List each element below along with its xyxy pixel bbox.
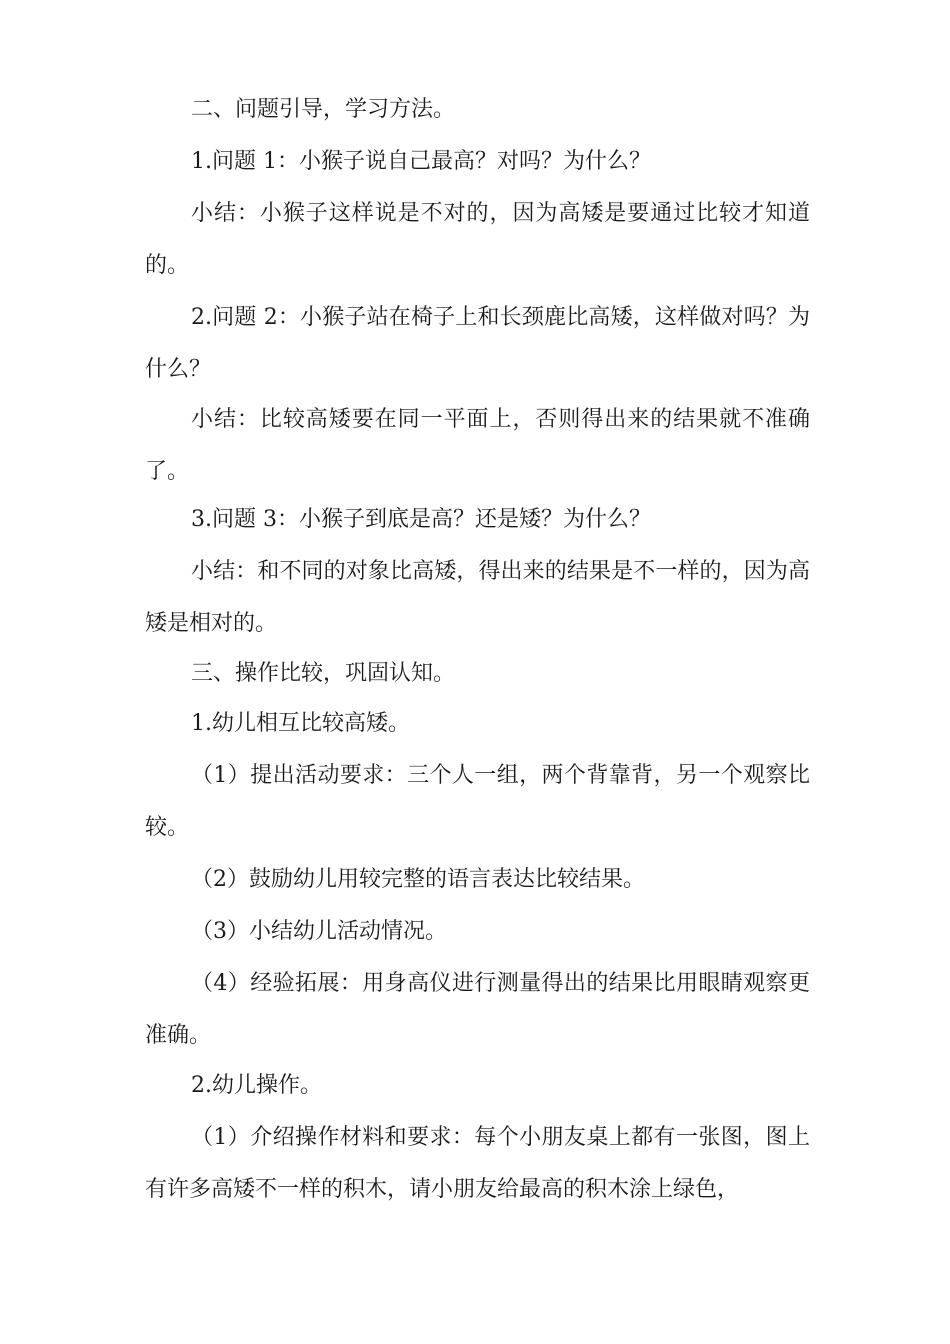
question-3: 3.问题 3：小猴子到底是高？还是矮？为什么？ — [191, 507, 651, 532]
activity-1-step-3: （3）小结幼儿活动情况。 — [191, 919, 447, 944]
section-heading-2: 二、问题引导，学习方法。 — [191, 97, 456, 122]
activity-2-step-1: （1）介绍操作材料和要求：每个小朋友桌上都有一张图，图上有许多高矮不一样的积木，请小朋友给最高的积木涂上绿色， — [145, 1125, 810, 1202]
activity-2: 2.幼儿操作。 — [191, 1073, 322, 1098]
activity-1-step-4: （4）经验拓展：用身高仪进行测量得出的结果比用眼睛观察更准确。 — [145, 971, 810, 1048]
activity-1: 1.幼儿相互比较高矮。 — [191, 711, 410, 736]
summary-1: 小结：小猴子这样说是不对的，因为高矮是要通过比较才知道的。 — [145, 201, 810, 278]
question-1: 1.问题 1：小猴子说自己最高？对吗？为什么？ — [191, 149, 651, 174]
activity-1-step-2: （2）鼓励幼儿用较完整的语言表达比较结果。 — [191, 867, 645, 892]
section-heading-3: 三、操作比较，巩固认知。 — [191, 661, 456, 686]
activity-1-step-1: （1）提出活动要求：三个人一组，两个背靠背，另一个观察比较。 — [145, 763, 810, 840]
summary-3: 小结：和不同的对象比高矮，得出来的结果是不一样的，因为高矮是相对的。 — [145, 559, 810, 636]
question-2: 2.问题 2：小猴子站在椅子上和长颈鹿比高矮，这样做对吗？为什么？ — [145, 305, 810, 382]
summary-2: 小结：比较高矮要在同一平面上，否则得出来的结果就不准确了。 — [145, 407, 810, 484]
